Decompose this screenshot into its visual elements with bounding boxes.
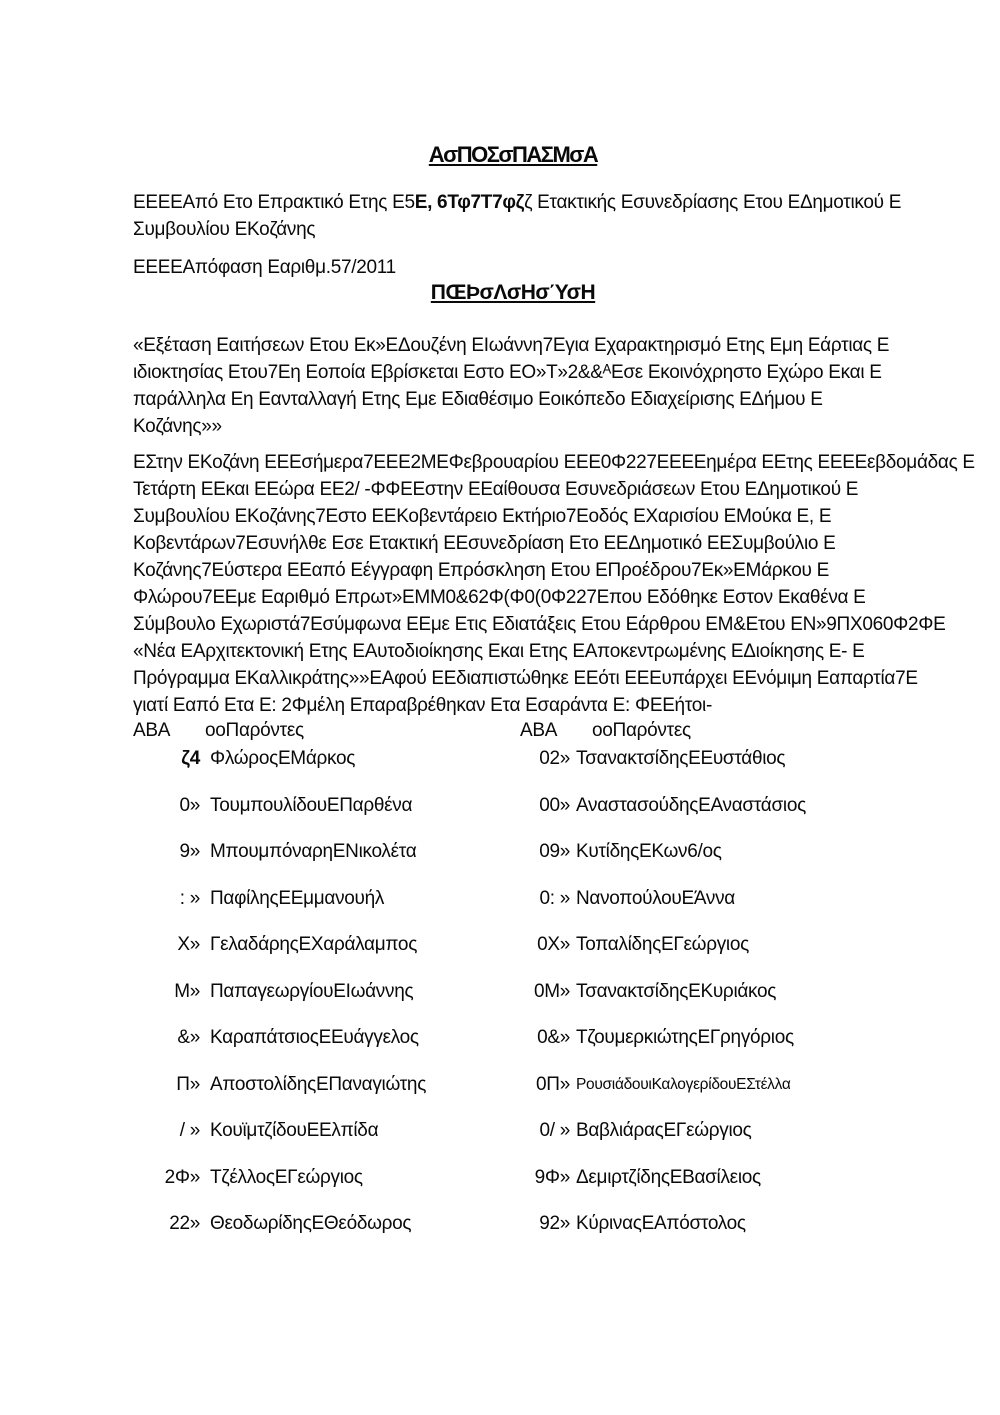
attendees-rows-left (133, 748, 520, 1260)
attendees-header-left (133, 720, 520, 748)
attendee-number: 0/ » (539, 1120, 570, 1141)
attendee-number: / » (179, 1120, 200, 1141)
attendee-row (520, 1074, 907, 1121)
subject-line: «Εξέταση Εαιτήσεων Ετου Εκ»ΕΔουζένη ΕΙωάννη7Εγια Εχαρακτηρισμό Ετης Εμη Εάρτιας Ε (133, 335, 890, 356)
attendee-name: ΒαβλιάραςΕΓεώργιος (576, 1120, 752, 1141)
body-line: ΕΣτην ΕΚοζάνη ΕΕΕσήμερα7ΕΕΕ2ΜΕΦεβρουαρίου ΕΕΕ0Φ227ΕΕΕΕημέρα ΕΕτης ΕΕΕΕεβδομάδας Ε (133, 452, 975, 473)
subject-line: παράλληλα Εη Εανταλλαγή Ετης Εμε Εδιαθέσιμο Εοικόπεδο Εδιαχείρισης ΕΔήμου Ε (133, 389, 823, 410)
attendee-row (520, 934, 907, 981)
attendee-name: ΚουϊμτζίδουΕΕλπίδα (210, 1120, 379, 1141)
body-line: «Νέα ΕΑρχιτεκτονική Ετης ΕΑυτοδιοίκησης Εκαι Ετης ΕΑποκεντρωμένης ΕΔιοίκησης Ε- Ε (133, 641, 865, 662)
subject-paragraph (133, 332, 905, 440)
attendees-header-no: ΑΒΑ (133, 720, 171, 741)
attendee-number: 0Μ» (533, 980, 570, 1002)
attendee-number: 9» (179, 841, 200, 862)
attendee-name: ΓελαδάρηςΕΧαράλαμπος (210, 934, 418, 955)
subject-line: Κοζάνης»» (133, 416, 222, 437)
attendee-name: ΠαφίληςΕΕμμανουήλ (210, 887, 385, 909)
attendee-row (520, 1167, 907, 1214)
intro-paragraph (133, 189, 905, 243)
body-line: Φλώρου7ΕΕμε Εαριθμό Επρωτ»ΕΜΜ0&62Φ(Φ0(0Φ227Επου Εδόθηκε Εστον Εκαθένα Ε (133, 587, 866, 608)
attendee-number: 02» (539, 748, 570, 769)
body-line: γιατί Εαπό Ετα Ε: 2Φμέλη Επαραβρέθηκαν Ετα Εσαράντα Ε: ΦΕΕήτοι- (133, 695, 712, 716)
attendee-row (520, 888, 907, 935)
attendee-number: 0» (179, 794, 200, 816)
attendee-name: ΤζουμερκιώτηςΕΓρηγόριος (576, 1027, 794, 1048)
attendee-row (133, 1213, 520, 1260)
attendee-name: ΤσανακτσίδηςΕΕυστάθιος (576, 748, 786, 769)
attendee-name: ΤζέλλοςΕΓεώργιος (210, 1166, 363, 1188)
attendee-row (133, 748, 520, 795)
attendee-row (133, 1167, 520, 1214)
intro-line-1-post: ζ Ετακτικής Εσυνεδρίασης Ετου ΕΔημοτικού Ε (524, 192, 902, 213)
attendees-column-left (133, 720, 520, 1260)
decision-number: ΕΕΕΕΑπόφαση Εαριθμ.57/2011 (133, 257, 396, 278)
attendee-name: ΚύριναςΕΑπόστολος (576, 1213, 746, 1234)
intro-line-1-pre: ΕΕΕΕΑπό Ετο Επρακτικό Ετης Ε5 (133, 192, 415, 213)
attendee-number: Μ» (174, 980, 200, 1002)
attendee-number: 09» (539, 841, 570, 862)
attendee-row (520, 1027, 907, 1074)
attendee-name: ΦλώροςΕΜάρκος (210, 748, 356, 769)
attendee-name: ΤουμπουλίδουΕΠαρθένα (210, 794, 413, 816)
attendee-number: 00» (539, 794, 570, 816)
attendees-header-name: οοΠαρόντες (205, 720, 304, 741)
attendee-name: ΜπουμπόναρηΕΝικολέτα (210, 841, 417, 862)
attendee-name: ΔεμιρτζίδηςΕΒασίλειος (576, 1166, 761, 1188)
summary-heading: ΠŒϷσΛσΗσΎσΗ (430, 281, 596, 304)
attendee-row (133, 981, 520, 1028)
attendee-row (133, 1074, 520, 1121)
attendees-column-right (520, 720, 907, 1260)
attendee-number: Π» (176, 1073, 200, 1095)
attendee-row (520, 981, 907, 1028)
intro-line-1-bold: Ε, 6Τφ7Τ7φζ (414, 192, 525, 213)
attendee-row (520, 841, 907, 888)
attendee-row (520, 795, 907, 842)
attendee-number: ζ4 (181, 748, 200, 769)
attendee-name: ΑναστασούδηςΕΑναστάσιος (576, 794, 806, 816)
attendee-number: 0Χ» (537, 934, 570, 955)
attendee-name: ΤοπαλίδηςΕΓεώργιος (576, 934, 749, 955)
attendees-header-name: οοΠαρόντες (592, 720, 691, 741)
attendee-number: 22» (169, 1213, 200, 1234)
attendees-header-right (520, 720, 907, 748)
body-line: Κοζάνης7Εύστερα ΕΕαπό Εέγγραφη Επρόσκληση Ετου ΕΠροέδρου7Εκ»ΕΜάρκου Ε (133, 560, 829, 581)
attendees-rows-right (520, 748, 907, 1260)
attendee-number: 0: » (539, 887, 570, 909)
attendee-name: ΚυτίδηςΕΚων6/ος (576, 841, 722, 862)
attendee-row (133, 1120, 520, 1167)
attendee-name: ΚαραπάτσιοςΕΕυάγγελος (210, 1027, 419, 1048)
attendee-row (133, 888, 520, 935)
body-line: Συμβουλίου ΕΚοζάνης7Εστο ΕΕΚοβεντάρειο Εκτήριο7Εοδός ΕΧαρισίου ΕΜούκα Ε, Ε (133, 506, 832, 527)
body-line: Πρόγραμμα ΕΚαλλικράτης»»ΕΑφού ΕΕδιαπιστώθηκε ΕΕότι ΕΕΕυπάρχει ΕΕνόμιμη Εαπαρτία7Ε (133, 668, 918, 689)
attendee-row (520, 1120, 907, 1167)
attendee-name: ΤσανακτσίδηςΕΚυριάκος (576, 980, 777, 1002)
document-title: ΑσΠΟΣσΠΑΣΜσΑ (428, 142, 598, 167)
body-line: Σύμβουλο Εχωριστά7Εσύμφωνα ΕΕμε Ετις Εδιατάξεις Ετου Εάρθρου ΕΜ&Ετου ΕΝ»9ΠΧ060Φ2ΦΕ (133, 614, 946, 635)
attendee-number: 92» (539, 1213, 570, 1234)
attendee-number: Χ» (177, 934, 200, 955)
attendees-table (133, 720, 923, 1260)
attendee-row (520, 748, 907, 795)
attendee-name: ΘεοδωρίδηςΕΘεόδωρος (210, 1213, 412, 1234)
attendee-row (520, 1213, 907, 1260)
attendee-row (133, 841, 520, 888)
body-paragraph (133, 449, 975, 719)
attendees-header-no: ΑΒΑ (520, 720, 558, 741)
body-line: Τετάρτη ΕΕκαι ΕΕώρα ΕΕ2/ -ΦΦΕΕστην ΕΕαίθουσα Εσυνεδριάσεων Ετου ΕΔημοτικού Ε (133, 479, 859, 500)
attendee-name: ΠαπαγεωργίουΕΙωάννης (210, 980, 414, 1002)
body-line: Κοβεντάρων7Εσυνήλθε Εσε Ετακτική ΕΕσυνεδρίαση Ετο ΕΕΔημοτικό ΕΕΣυμβούλιο Ε (133, 533, 836, 554)
attendee-number: 9Φ» (534, 1166, 570, 1188)
attendee-row (133, 1027, 520, 1074)
attendee-name: ΑποστολίδηςΕΠαναγιώτης (210, 1073, 427, 1095)
intro-line-1 (133, 189, 905, 216)
attendee-number: 0&» (537, 1027, 570, 1048)
attendee-name: ΝανοπούλουΕΆννα (576, 887, 735, 909)
attendee-row (133, 795, 520, 842)
attendee-number: 2Φ» (164, 1166, 200, 1188)
attendee-row (133, 934, 520, 981)
attendee-name: ΡουσιάδουιΚαλογερίδουΕΣτέλλα (576, 1075, 791, 1093)
intro-line-2: Συμβουλίου ΕΚοζάνης (133, 219, 316, 240)
attendee-number: 0Π» (536, 1073, 570, 1095)
attendee-number: : » (179, 887, 200, 909)
attendee-number: &» (177, 1027, 200, 1048)
subject-line: ιδιοκτησίας Ετου7Εη Εοποία Εβρίσκεται Εστο ΕΟ»Τ»2&&ᴬΕσε Εκοινόχρηστο Εχώρο Εκαι Ε (133, 362, 882, 383)
